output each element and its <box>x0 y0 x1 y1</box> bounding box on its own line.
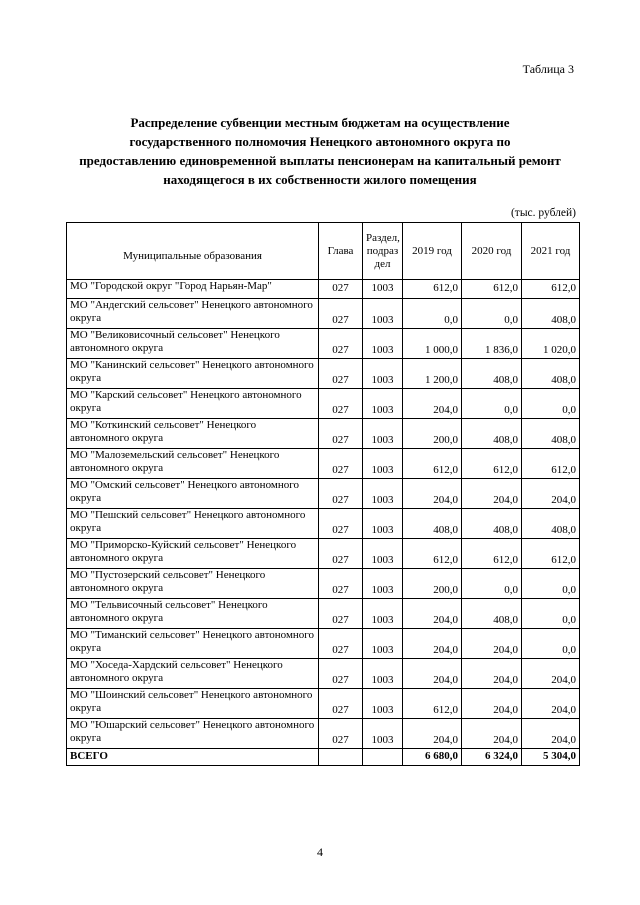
cell-municipality: МО "Пешский сельсовет" Ненецкого автономного округа <box>67 509 319 539</box>
cell-2019: 200,0 <box>403 419 462 449</box>
cell-municipality: МО "Малоземельский сельсовет" Ненецкого автономного округа <box>67 449 319 479</box>
cell-municipality: МО "Приморско-Куйский сельсовет" Ненецкого автономного округа <box>67 539 319 569</box>
cell-2021: 408,0 <box>522 419 580 449</box>
cell-chapter: 027 <box>319 539 363 569</box>
units-label: (тыс. рублей) <box>510 207 576 219</box>
cell-chapter: 027 <box>319 689 363 719</box>
cell-section: 1003 <box>363 509 403 539</box>
cell-2020: 408,0 <box>462 599 522 629</box>
cell-municipality: МО "Омский сельсовет" Ненецкого автономного округа <box>67 479 319 509</box>
cell-chapter: 027 <box>319 569 363 599</box>
cell-2020: 612,0 <box>462 449 522 479</box>
cell-2019: 204,0 <box>403 659 462 689</box>
cell-2019: 1 200,0 <box>403 359 462 389</box>
cell-chapter: 027 <box>319 629 363 659</box>
cell-chapter: 027 <box>319 299 363 329</box>
cell-2019: 204,0 <box>403 479 462 509</box>
cell-2021: 612,0 <box>522 280 580 299</box>
header-chapter: Глава <box>319 223 363 280</box>
cell-section: 1003 <box>363 389 403 419</box>
cell-chapter: 027 <box>319 359 363 389</box>
cell-section: 1003 <box>363 689 403 719</box>
cell-section: 1003 <box>363 449 403 479</box>
document-title <box>40 113 600 189</box>
cell-municipality: МО "Хоседа-Хардский сельсовет" Ненецкого автономного округа <box>67 659 319 689</box>
cell-2020: 1 836,0 <box>462 329 522 359</box>
table-row <box>67 569 580 599</box>
cell-section: 1003 <box>363 280 403 299</box>
total-label: ВСЕГО <box>67 749 319 766</box>
cell-section: 1003 <box>363 659 403 689</box>
cell-2020: 204,0 <box>462 629 522 659</box>
cell-2021: 1 020,0 <box>522 329 580 359</box>
total-2019: 6 680,0 <box>403 749 462 766</box>
cell-2020: 612,0 <box>462 539 522 569</box>
cell-2019: 200,0 <box>403 569 462 599</box>
total-section-cell <box>363 749 403 766</box>
cell-2019: 612,0 <box>403 449 462 479</box>
total-row <box>67 749 580 766</box>
cell-section: 1003 <box>363 599 403 629</box>
title-line: предоставлению единовременной выплаты пенсионерам на капитальный ремонт <box>79 153 561 168</box>
cell-2020: 204,0 <box>462 479 522 509</box>
total-chapter-cell <box>319 749 363 766</box>
cell-chapter: 027 <box>319 329 363 359</box>
table-row <box>67 479 580 509</box>
cell-municipality: МО "Канинский сельсовет" Ненецкого автономного округа <box>67 359 319 389</box>
header-2020: 2020 год <box>462 223 522 280</box>
cell-2020: 204,0 <box>462 659 522 689</box>
cell-section: 1003 <box>363 419 403 449</box>
table-row <box>67 629 580 659</box>
cell-2019: 204,0 <box>403 389 462 419</box>
cell-section: 1003 <box>363 299 403 329</box>
cell-2021: 0,0 <box>522 629 580 659</box>
cell-2021: 408,0 <box>522 299 580 329</box>
title-line: находящегося в их собственности жилого помещения <box>163 172 477 187</box>
cell-municipality: МО "Городской округ "Город Нарьян-Мар" <box>67 280 319 299</box>
cell-2021: 0,0 <box>522 599 580 629</box>
header-section: Раздел, подраз дел <box>363 223 403 280</box>
cell-chapter: 027 <box>319 599 363 629</box>
cell-section: 1003 <box>363 359 403 389</box>
total-2021: 5 304,0 <box>522 749 580 766</box>
cell-2020: 204,0 <box>462 689 522 719</box>
subvention-table <box>66 222 580 766</box>
cell-2019: 204,0 <box>403 629 462 659</box>
cell-2019: 408,0 <box>403 509 462 539</box>
cell-chapter: 027 <box>319 659 363 689</box>
cell-chapter: 027 <box>319 719 363 749</box>
cell-section: 1003 <box>363 329 403 359</box>
cell-chapter: 027 <box>319 419 363 449</box>
cell-municipality: МО "Тельвисочный сельсовет" Ненецкого автономного округа <box>67 599 319 629</box>
cell-2020: 612,0 <box>462 280 522 299</box>
cell-2019: 1 000,0 <box>403 329 462 359</box>
page-number: 4 <box>317 845 323 859</box>
cell-chapter: 027 <box>319 280 363 299</box>
cell-section: 1003 <box>363 539 403 569</box>
header-2021: 2021 год <box>522 223 580 280</box>
cell-2021: 0,0 <box>522 569 580 599</box>
total-2020: 6 324,0 <box>462 749 522 766</box>
cell-2021: 0,0 <box>522 389 580 419</box>
cell-municipality: МО "Шоинский сельсовет" Ненецкого автономного округа <box>67 689 319 719</box>
table-label: Таблица 3 <box>522 62 574 76</box>
cell-2021: 408,0 <box>522 359 580 389</box>
title-line: Распределение субвенции местным бюджетам на осуществление <box>130 115 510 130</box>
cell-2020: 204,0 <box>462 719 522 749</box>
cell-2020: 0,0 <box>462 299 522 329</box>
cell-2021: 204,0 <box>522 689 580 719</box>
cell-section: 1003 <box>363 629 403 659</box>
cell-2021: 612,0 <box>522 539 580 569</box>
cell-municipality: МО "Карский сельсовет" Ненецкого автономного округа <box>67 389 319 419</box>
cell-municipality: МО "Юшарский сельсовет" Ненецкого автономного округа <box>67 719 319 749</box>
table-header-row <box>67 223 580 280</box>
cell-municipality: МО "Тиманский сельсовет" Ненецкого автономного округа <box>67 629 319 659</box>
cell-2019: 204,0 <box>403 719 462 749</box>
table-row <box>67 509 580 539</box>
table-row <box>67 539 580 569</box>
cell-chapter: 027 <box>319 389 363 419</box>
cell-2019: 612,0 <box>403 539 462 569</box>
cell-2019: 612,0 <box>403 280 462 299</box>
cell-section: 1003 <box>363 719 403 749</box>
cell-2019: 612,0 <box>403 689 462 719</box>
cell-2021: 204,0 <box>522 479 580 509</box>
header-2019: 2019 год <box>403 223 462 280</box>
cell-2021: 204,0 <box>522 659 580 689</box>
cell-2021: 204,0 <box>522 719 580 749</box>
title-line: государственного полномочия Ненецкого автономного округа по <box>129 134 511 149</box>
cell-2019: 204,0 <box>403 599 462 629</box>
table-row <box>67 689 580 719</box>
table-row <box>67 659 580 689</box>
table-row <box>67 719 580 749</box>
cell-2019: 0,0 <box>403 299 462 329</box>
cell-municipality: МО "Коткинский сельсовет" Ненецкого автономного округа <box>67 419 319 449</box>
cell-municipality: МО "Пустозерский сельсовет" Ненецкого автономного округа <box>67 569 319 599</box>
cell-2020: 0,0 <box>462 569 522 599</box>
cell-section: 1003 <box>363 569 403 599</box>
table-row <box>67 419 580 449</box>
cell-2020: 0,0 <box>462 389 522 419</box>
table-row <box>67 389 580 419</box>
table-body <box>67 280 580 749</box>
cell-chapter: 027 <box>319 509 363 539</box>
cell-2020: 408,0 <box>462 359 522 389</box>
cell-2021: 408,0 <box>522 509 580 539</box>
cell-chapter: 027 <box>319 449 363 479</box>
cell-municipality: МО "Великовисочный сельсовет" Ненецкого автономного округа <box>67 329 319 359</box>
table-row <box>67 280 580 299</box>
table-row <box>67 599 580 629</box>
cell-2020: 408,0 <box>462 419 522 449</box>
table-row <box>67 299 580 329</box>
table-row <box>67 359 580 389</box>
cell-municipality: МО "Андегский сельсовет" Ненецкого автономного округа <box>67 299 319 329</box>
cell-2020: 408,0 <box>462 509 522 539</box>
cell-section: 1003 <box>363 479 403 509</box>
table-row <box>67 449 580 479</box>
cell-chapter: 027 <box>319 479 363 509</box>
cell-2021: 612,0 <box>522 449 580 479</box>
header-name: Муниципальные образования <box>67 223 319 280</box>
table-row <box>67 329 580 359</box>
